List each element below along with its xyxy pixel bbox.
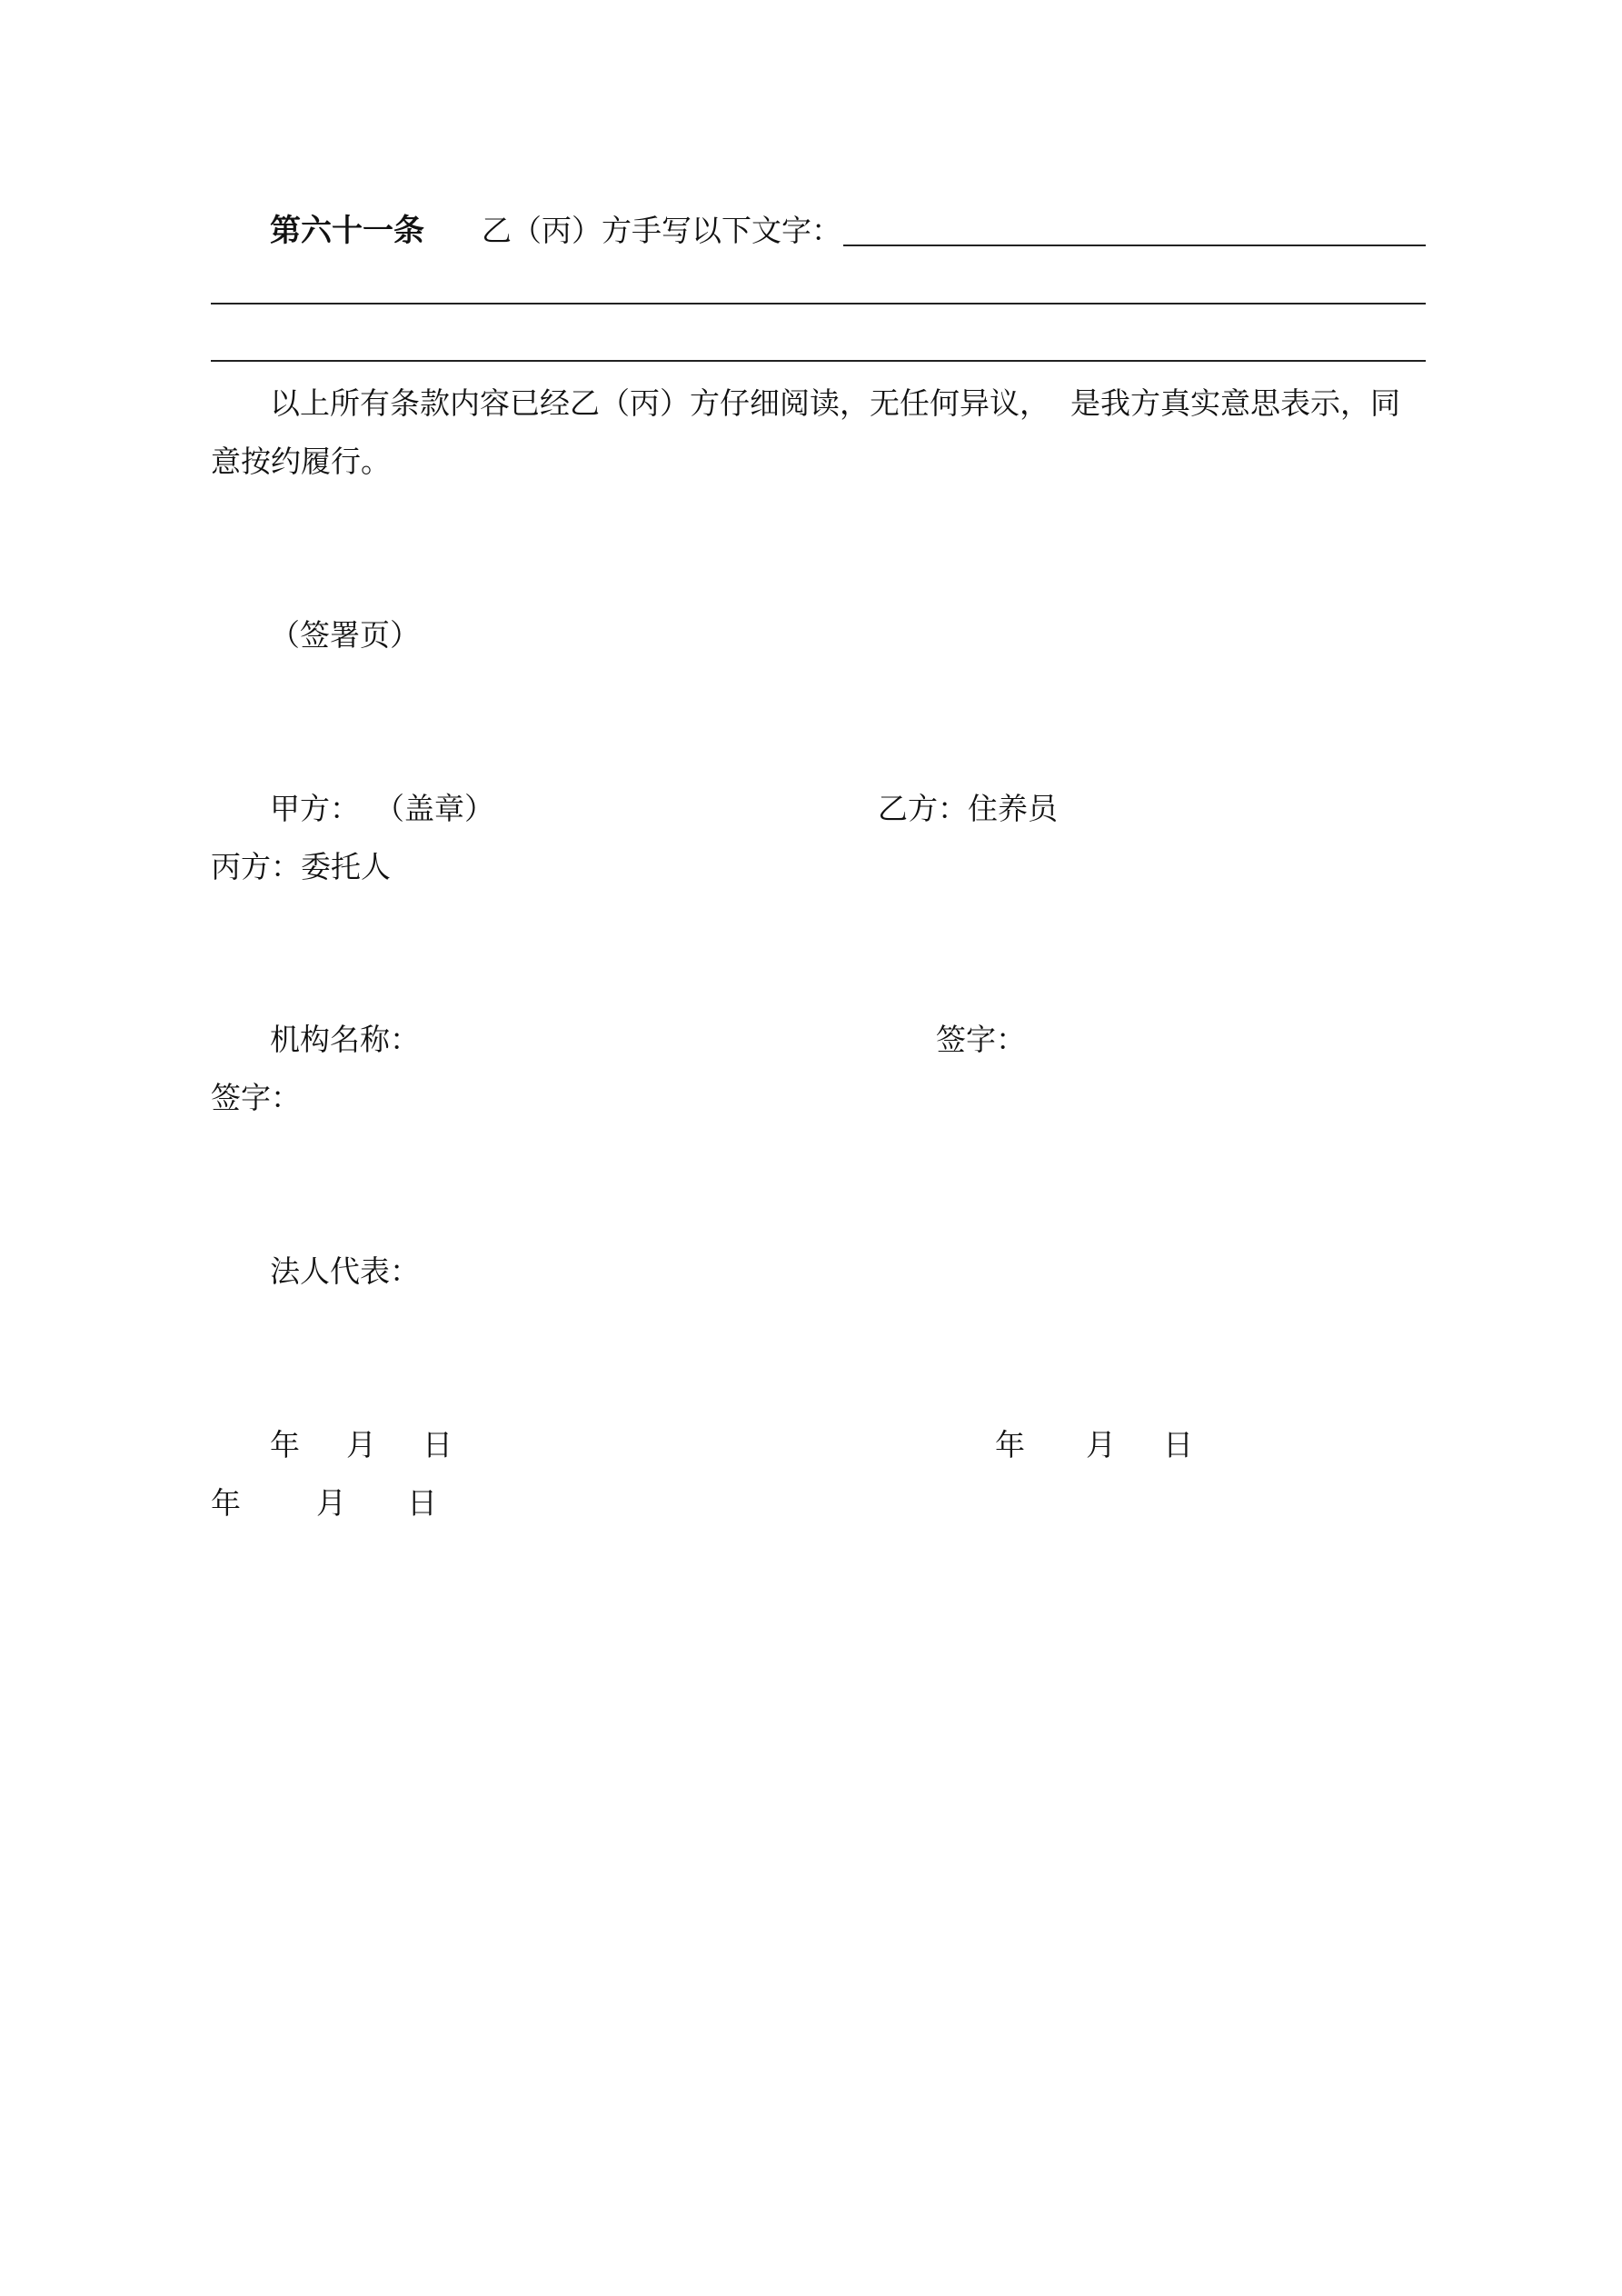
party-b-date-day: 日 — [1163, 1427, 1193, 1462]
party-c-date-month: 月 — [316, 1485, 346, 1521]
party-c-label: 丙方：委托人 — [211, 849, 391, 884]
party-b-date-year: 年 — [995, 1427, 1025, 1462]
party-a-seal: （盖章） — [374, 791, 494, 826]
party-c-sign-label: 签字： — [211, 1080, 301, 1115]
party-a-date-month: 月 — [346, 1427, 376, 1462]
party-b-sign-label: 签字： — [936, 1022, 1026, 1057]
article-text: 乙（丙）方手写以下文字： — [482, 213, 841, 248]
party-a-label: 甲方： — [270, 791, 360, 826]
handwriting-line-2[interactable] — [211, 303, 1426, 304]
party-c-date-year: 年 — [211, 1485, 241, 1521]
handwriting-line-3[interactable] — [211, 360, 1426, 362]
party-b-label: 乙方：住养员 — [878, 791, 1058, 826]
handwriting-line-1[interactable] — [843, 245, 1426, 246]
party-a-date-year: 年 — [270, 1427, 300, 1462]
org-name-label: 机构名称： — [270, 1022, 420, 1057]
party-a-date-day: 日 — [423, 1427, 453, 1462]
signature-page-title: （签署页） — [270, 617, 420, 653]
confirmation-line-1: 以上所有条款内容已经乙（丙）方仔细阅读，无任何异议， — [270, 385, 1050, 421]
legal-rep-label: 法人代表： — [270, 1253, 420, 1289]
confirmation-line-2: 意按约履行。 — [211, 444, 391, 479]
confirmation-line-1b: 是我方真实意思表示，同 — [1070, 385, 1400, 421]
party-c-date-day: 日 — [407, 1485, 437, 1521]
party-b-date-month: 月 — [1086, 1427, 1116, 1462]
article-number: 第六十一条 — [270, 213, 424, 249]
